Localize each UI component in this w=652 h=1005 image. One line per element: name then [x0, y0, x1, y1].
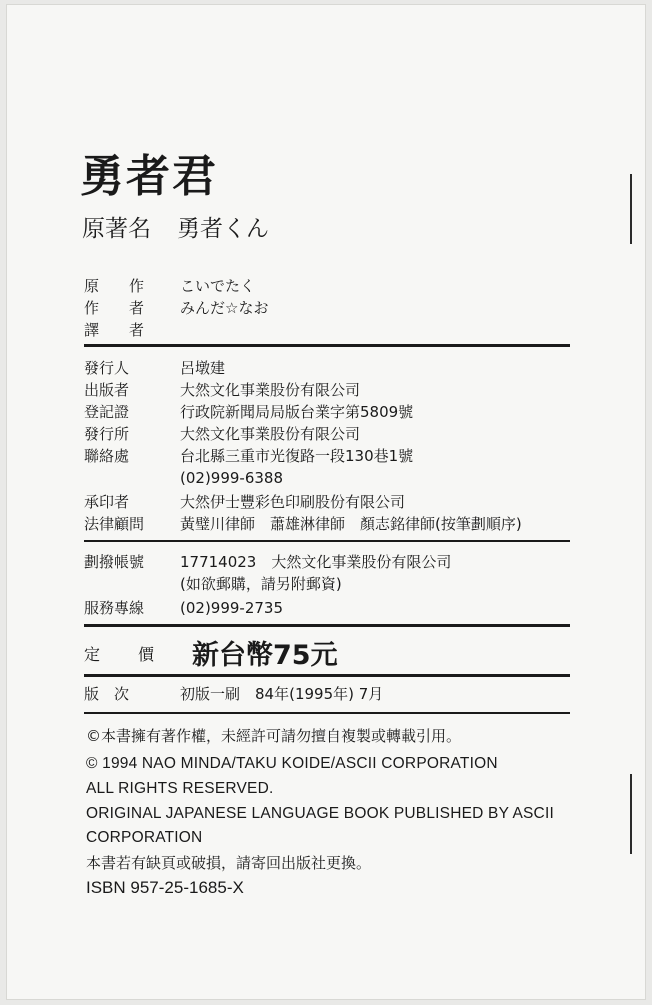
publication-label: 承印者	[84, 493, 130, 511]
account-row	[84, 552, 451, 572]
contact-phone: (02)999-6388	[180, 469, 284, 487]
publication-value: 大然文化事業股份有限公司	[180, 425, 361, 443]
publication-label: 出版者	[84, 381, 130, 399]
original-title: 勇者くん	[177, 216, 269, 242]
publication-row	[84, 468, 283, 488]
credit-row	[84, 320, 180, 340]
rights-reserved: ALL RIGHTS RESERVED.	[86, 780, 274, 797]
publication-value: 呂墩建	[180, 359, 226, 377]
credit-value: こいでたく	[180, 277, 256, 295]
publication-value: 台北縣三重市光復路一段130巷1號	[180, 447, 414, 465]
publication-value: 黃璧川律師 蕭雄淋律師 顏志銘律師(按筆劃順序)	[180, 515, 522, 533]
original-title-label: 原著名	[82, 216, 151, 242]
edition-label: 版 次	[84, 685, 130, 703]
account-label: 劃撥帳號	[84, 553, 145, 571]
book-title: 勇者君	[80, 151, 218, 202]
copyright-en: © 1994 NAO MINDA/TAKU KOIDE/ASCII CORPORATION	[86, 755, 498, 772]
credit-value: みんだ☆なお	[180, 299, 269, 317]
publication-row	[84, 358, 225, 378]
credit-row	[84, 276, 255, 296]
credit-label: 作 者	[84, 299, 145, 317]
divider	[84, 624, 570, 627]
publication-label: 發行所	[84, 425, 130, 443]
publication-value: 大然伊士豐彩色印刷股份有限公司	[180, 493, 406, 511]
credit-label: 譯 者	[84, 321, 145, 339]
divider	[84, 674, 570, 677]
publication-row	[84, 492, 405, 512]
publication-label: 法律顧問	[84, 515, 145, 533]
price-value: 新台幣75元	[192, 640, 338, 671]
original-publisher-line2: CORPORATION	[86, 829, 203, 846]
divider	[84, 344, 570, 347]
edition-row	[84, 684, 383, 704]
publication-value: 大然文化事業股份有限公司	[180, 381, 361, 399]
publication-row	[84, 446, 413, 466]
isbn: ISBN 957-25-1685-X	[86, 878, 244, 897]
account-row	[84, 598, 283, 618]
publication-label: 發行人	[84, 359, 130, 377]
publication-row	[84, 514, 522, 534]
original-title-line	[82, 210, 269, 243]
account-value: 17714023 大然文化事業股份有限公司	[180, 553, 452, 571]
account-label: 服務專線	[84, 599, 145, 617]
edition-value: 初版一刷 84年(1995年) 7月	[180, 685, 384, 703]
original-publisher-line1: ORIGINAL JAPANESE LANGUAGE BOOK PUBLISHED BY ASCII	[86, 805, 554, 822]
replacement-note: 本書若有缺頁或破損，請寄回出版社更換。	[86, 854, 372, 872]
account-value: (如欲郵購，請另附郵資)	[180, 575, 342, 593]
copyright-zh: ©本書擁有著作權，未經許可請勿擅自複製或轉載引用。	[86, 727, 462, 745]
publication-row	[84, 424, 360, 444]
divider	[84, 540, 570, 542]
account-row	[84, 574, 342, 594]
credit-row	[84, 298, 268, 318]
publication-value: 行政院新聞局局版台業字第5809號	[180, 403, 414, 421]
credit-label: 原 作	[84, 277, 145, 295]
colophon-page	[6, 4, 646, 1000]
publication-label: 聯絡處	[84, 447, 130, 465]
price-label: 定價	[84, 645, 193, 664]
page-edge-mark	[630, 774, 632, 854]
publication-row	[84, 380, 360, 400]
publication-label: 登記證	[84, 403, 130, 421]
page-edge-mark	[630, 174, 632, 244]
divider	[84, 712, 570, 714]
publication-row	[84, 402, 413, 422]
account-value: (02)999-2735	[180, 599, 284, 617]
